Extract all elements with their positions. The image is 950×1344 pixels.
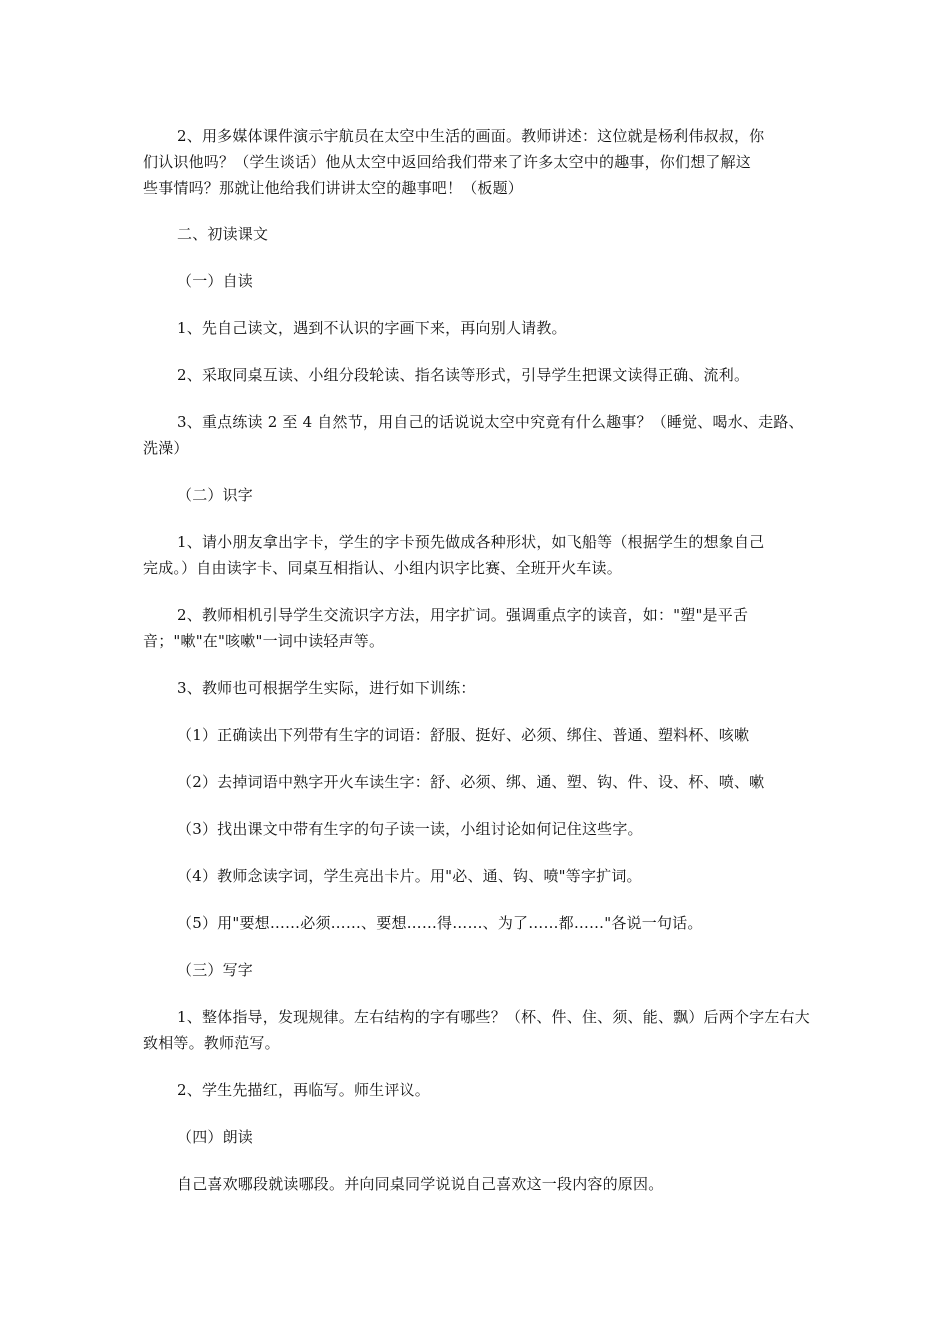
writing-item-1-line2: 致相等。教师范写。 [143, 1034, 280, 1052]
subheading-writing: （三）写字 [177, 961, 254, 979]
training-item: （1）正确读出下列带有生字的词语：舒服、挺好、必须、绑住、普通、塑料杯、咳嗽 [177, 726, 750, 744]
subheading-self-read: （一）自读 [177, 272, 254, 290]
literacy-item-3: 3、教师也可根据学生实际，进行如下训练： [177, 679, 476, 697]
training-item: （3）找出课文中带有生字的句子读一读，小组讨论如何记住这些字。 [177, 820, 643, 838]
training-item: （5）用"要想……必须……、要想……得……、为了……都……"各说一句话。 [177, 914, 703, 932]
subheading-literacy: （二）识字 [177, 486, 254, 504]
para1-line3: 些事情吗？那就让他给我们讲讲太空的趣事吧！（板题） [143, 179, 524, 197]
literacy-item-2-line2: 音；"嗽"在"咳嗽"一词中读轻声等。 [143, 632, 385, 650]
reading-item-1: 自己喜欢哪段就读哪段。并向同桌同学说说自己喜欢这一段内容的原因。 [177, 1175, 664, 1193]
subheading-reading: （四）朗读 [177, 1128, 254, 1146]
para1-line1: 2、用多媒体课件演示宇航员在太空中生活的画面。教师讲述：这位就是杨利伟叔叔，你 [177, 127, 765, 145]
para1-line2: 们认识他吗？（学生谈话）他从太空中返回给我们带来了许多太空中的趣事，你们想了解这 [143, 153, 752, 171]
self-read-item-1: 1、先自己读文，遇到不认识的字画下来，再向别人请教。 [177, 319, 567, 337]
training-item: （2）去掉词语中熟字开火车读生字：舒、必须、绑、通、塑、钩、件、设、杯、喷、嗽 [177, 773, 765, 791]
literacy-item-1-line2: 完成。）自由读字卡、同桌互相指认、小组内识字比赛、全班开火车读。 [143, 559, 622, 577]
self-read-item-3-line1: 3、重点练读 2 至 4 自然节，用自己的话说说太空中究竟有什么趣事？（睡觉、喝水、走路、 [177, 413, 804, 431]
literacy-item-2-line1: 2、教师相机引导学生交流识字方法，用字扩词。强调重点字的读音，如："塑"是平舌 [177, 606, 749, 624]
training-item: （4）教师念读字词，学生亮出卡片。用"必、通、钩、喷"等字扩词。 [177, 867, 642, 885]
writing-item-2: 2、学生先描红，再临写。师生评议。 [177, 1081, 430, 1099]
self-read-item-2: 2、采取同桌互读、小组分段轮读、指名读等形式，引导学生把课文读得正确、流利。 [177, 366, 750, 384]
self-read-item-3-line2: 洗澡） [143, 439, 189, 457]
literacy-item-1-line1: 1、请小朋友拿出字卡，学生的字卡预先做成各种形状，如飞船等（根据学生的想象自己 [177, 533, 765, 551]
section-heading-2: 二、初读课文 [177, 225, 269, 243]
writing-item-1-line1: 1、整体指导，发现规律。左右结构的字有哪些？（杯、件、住、须、能、飘）后两个字左右大 [177, 1008, 810, 1026]
